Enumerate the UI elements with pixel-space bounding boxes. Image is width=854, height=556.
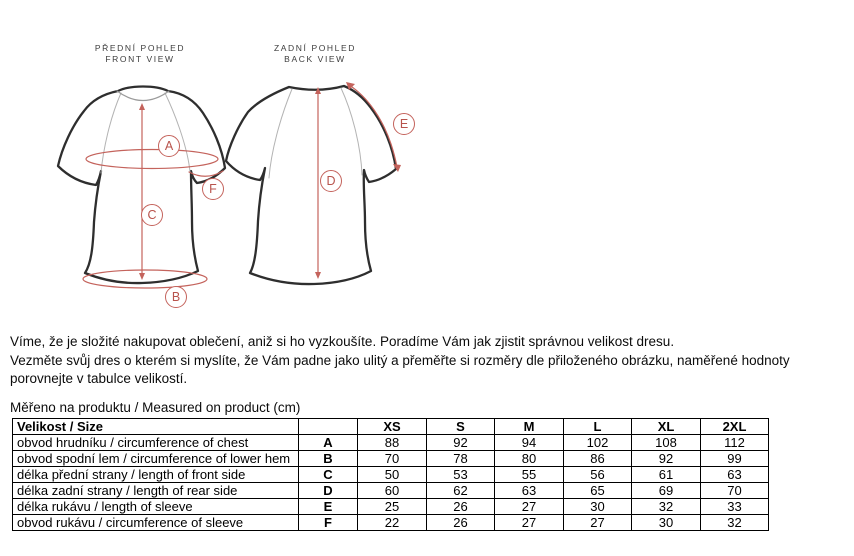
size-header-l: L — [564, 419, 632, 435]
cell-value: 27 — [564, 515, 632, 531]
row-label: obvod spodní lem / circumference of lower hem — [13, 451, 299, 467]
table-row — [13, 483, 769, 499]
cell-value: 108 — [632, 435, 701, 451]
intro-line-2: Vezměte svůj dres o kterém si myslíte, že Vám padne jako ulitý a přeměřte si rozměry dle přiloženého obrázku, naměřené hodnoty — [10, 352, 790, 368]
cell-value: 69 — [632, 483, 701, 499]
cell-value: 53 — [427, 467, 495, 483]
cell-value: 30 — [564, 499, 632, 515]
cell-value: 92 — [427, 435, 495, 451]
cell-value: 63 — [701, 467, 769, 483]
cell-value: 70 — [701, 483, 769, 499]
row-label: obvod hrudníku / circumference of chest — [13, 435, 299, 451]
cell-value: 70 — [358, 451, 427, 467]
row-letter: C — [299, 467, 358, 483]
cell-value: 30 — [632, 515, 701, 531]
cell-value: 27 — [495, 515, 564, 531]
cell-value: 26 — [427, 515, 495, 531]
table-row — [13, 499, 769, 515]
letter-column-header — [299, 419, 358, 435]
cell-value: 62 — [427, 483, 495, 499]
cell-value: 32 — [701, 515, 769, 531]
cell-value: 60 — [358, 483, 427, 499]
cell-value: 88 — [358, 435, 427, 451]
size-header-m: M — [495, 419, 564, 435]
intro-line-3: porovnejte v tabulce velikostí. — [10, 371, 188, 386]
measured-on-product-label: Měřeno na produktu / Measured on product (cm) — [10, 400, 301, 415]
cell-value: 55 — [495, 467, 564, 483]
measure-marker-a: A — [158, 135, 180, 157]
row-label: délka přední strany / length of front side — [13, 467, 299, 483]
front-view-label — [40, 43, 240, 65]
measure-marker-d: D — [320, 170, 342, 192]
cell-value: 99 — [701, 451, 769, 467]
table-row — [13, 515, 769, 531]
back-view-label — [215, 43, 415, 65]
front-view-label-cz: PŘEDNÍ POHLED — [94, 43, 186, 53]
cell-value: 26 — [427, 499, 495, 515]
cell-value: 32 — [632, 499, 701, 515]
row-label: obvod rukávu / circumference of sleeve — [13, 515, 299, 531]
row-letter: D — [299, 483, 358, 499]
cell-value: 25 — [358, 499, 427, 515]
measure-marker-f: F — [202, 178, 224, 200]
measure-marker-b: B — [165, 286, 187, 308]
cell-value: 22 — [358, 515, 427, 531]
size-header-xs: XS — [358, 419, 427, 435]
cell-value: 112 — [701, 435, 769, 451]
back-shirt-body — [226, 86, 396, 284]
cell-value: 92 — [632, 451, 701, 467]
cell-value: 33 — [701, 499, 769, 515]
cell-value: 78 — [427, 451, 495, 467]
size-header-s: S — [427, 419, 495, 435]
row-label: délka zadní strany / length of rear side — [13, 483, 299, 499]
row-letter: E — [299, 499, 358, 515]
cell-value: 80 — [495, 451, 564, 467]
row-label: délka rukávu / length of sleeve — [13, 499, 299, 515]
cell-value: 94 — [495, 435, 564, 451]
cell-value: 102 — [564, 435, 632, 451]
row-letter: A — [299, 435, 358, 451]
table-row — [13, 467, 769, 483]
size-table — [12, 418, 769, 531]
back-view-label-cz: ZADNÍ POHLED — [273, 43, 357, 53]
cell-value: 65 — [564, 483, 632, 499]
cell-value: 50 — [358, 467, 427, 483]
size-header-xl: XL — [632, 419, 701, 435]
cell-value: 27 — [495, 499, 564, 515]
intro-line-1: Víme, že je složité nakupovat oblečení, aniž si ho vyzkoušíte. Poradíme Vám jak zjistit správnou velikost dresu. — [10, 334, 675, 349]
measure-marker-c: C — [141, 204, 163, 226]
measure-marker-e: E — [393, 113, 415, 135]
cell-value: 56 — [564, 467, 632, 483]
size-table-title: Velikost / Size — [13, 419, 299, 435]
size-table-header-row — [13, 419, 769, 435]
cell-value: 86 — [564, 451, 632, 467]
front-view-label-en: FRONT VIEW — [105, 54, 175, 64]
cell-value: 63 — [495, 483, 564, 499]
table-row — [13, 435, 769, 451]
cell-value: 61 — [632, 467, 701, 483]
row-letter: B — [299, 451, 358, 467]
intro-text — [10, 333, 790, 389]
size-header-2xl: 2XL — [701, 419, 769, 435]
row-letter: F — [299, 515, 358, 531]
back-view-label-en: BACK VIEW — [284, 54, 346, 64]
table-row — [13, 451, 769, 467]
